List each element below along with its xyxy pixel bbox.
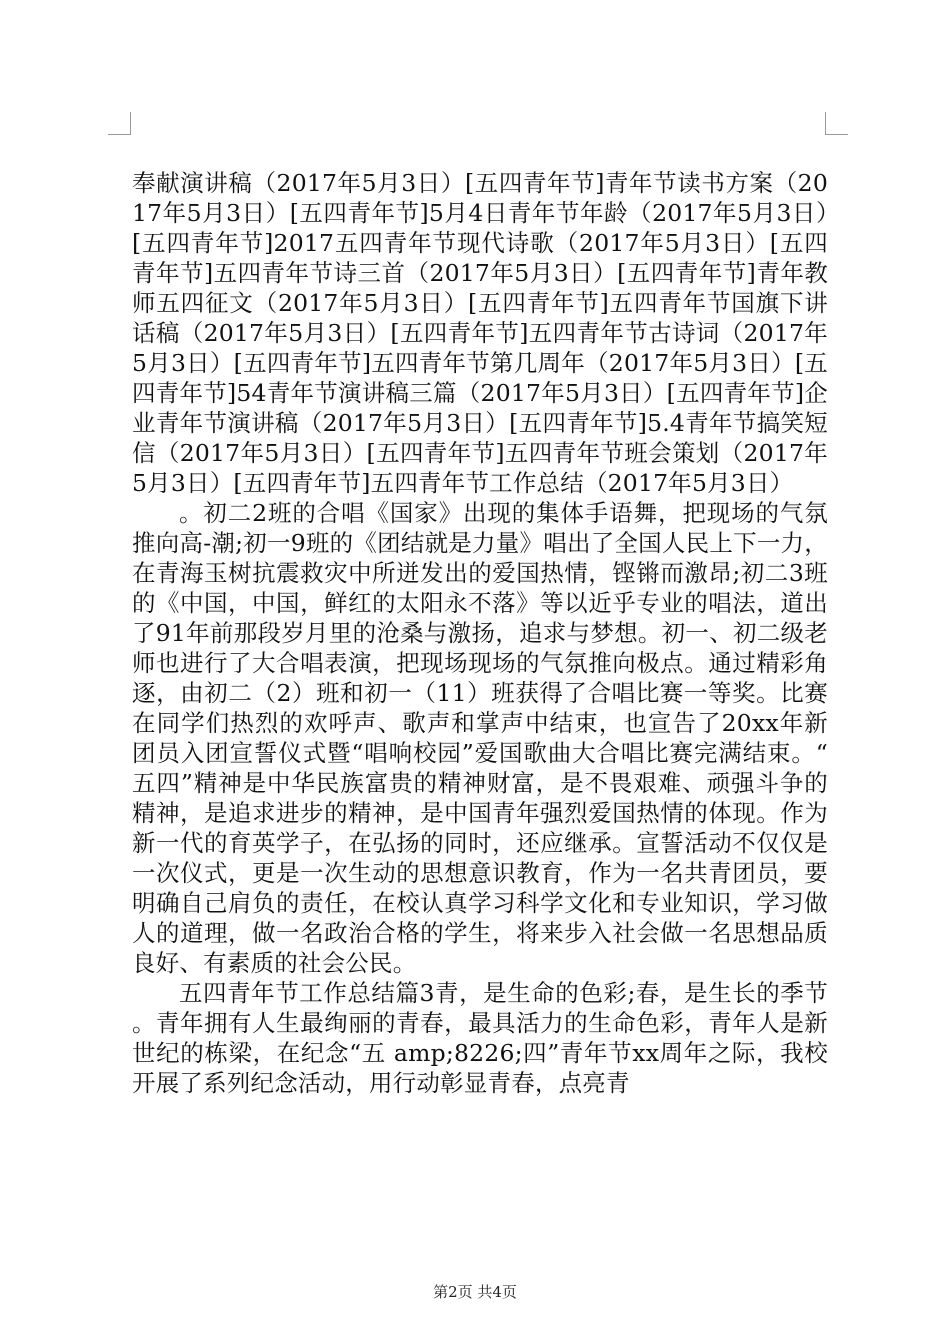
page-corner-mark-top-left — [108, 112, 131, 135]
page-corner-mark-top-right — [825, 112, 848, 135]
paragraph-summary-part-3: 五四青年节工作总结篇3青，是生命的色彩;春，是生长的季节。青年拥有人生最绚丽的青春，最具活力的生命色彩，青年人是新世纪的栋梁，在纪念“五 amp;8226;四”青年节xx周年之际，我校开展了系列纪念活动，用行动彰显青春，点亮青 — [132, 979, 828, 1097]
document-body — [132, 168, 828, 1098]
page-footer: 第2页 共4页 — [433, 1283, 517, 1301]
paragraph-related-links: 奉献演讲稿（2017年5月3日）[五四青年节]青年节读书方案（2017年5月3日）[五四青年节]5月4日青年节年龄（2017年5月3日）[五四青年节]2017五四青年节现代诗歌（2017年5月3日）[五四青年节]五四青年节诗三首（2017年5月3日）[五四青年节]青年教师五四征文（2017年5月3日）[五四青年节]五四青年节国旗下讲话稿（2017年5月3日）[五四青年节]五四青年节古诗词（2017年5月3日）[五四青年节]五四青年节第几周年（2017年5月3日）[五四青年节]54青年节演讲稿三篇（2017年5月3日）[五四青年节]企业青年节演讲稿（2017年5月3日）[五四青年节]5.4青年节搞笑短信（2017年5月3日）[五四青年节]五四青年节班会策划（2017年5月3日）[五四青年节]五四青年节工作总结（2017年5月3日） — [132, 169, 828, 497]
paragraph-choir-contest: 。初二2班的合唱《国家》出现的集体手语舞，把现场的气氛推向高-潮;初一9班的《团结就是力量》唱出了全国人民上下一力，在青海玉树抗震救灾中所迸发出的爱国热情，铿锵而激昂;初二3班的《中国，中国，鲜红的太阳永不落》等以近乎专业的唱法，道出了91年前那段岁月里的沧桑与激扬，追求与梦想。初一、初二级老师也进行了大合唱表演，把现场现场的气氛推向极点。通过精彩角逐，由初二（2）班和初一（11）班获得了合唱比赛一等奖。比赛在同学们热烈的欢呼声、歌声和掌声中结束，也宣告了20xx年新团员入团宣誓仪式暨“唱响校园”爱国歌曲大合唱比赛完满结束。“五四”精神是中华民族富贵的精神财富，是不畏艰难、顽强斗争的精神，是追求进步的精神，是中国青年强烈爱国热情的体现。作为新一代的育英学子，在弘扬的同时，还应继承。宣誓活动不仅仅是一次仪式，更是一次生动的思想意识教育，作为一名共青团员，要明确自己肩负的责任，在校认真学习科学文化和专业知识，学习做人的道理，做一名政治合格的学生，将来步入社会做一名思想品质良好、有素质的社会公民。 — [132, 499, 828, 977]
